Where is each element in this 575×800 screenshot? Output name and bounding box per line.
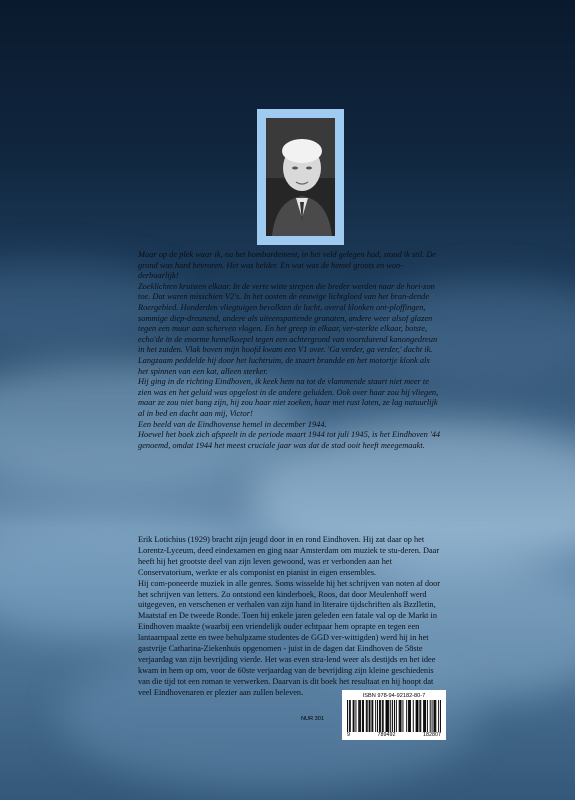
barcode-bar [433, 700, 434, 732]
barcode-bar [408, 700, 409, 732]
barcode-bar [382, 700, 383, 732]
barcode-bar [401, 700, 402, 732]
nur-code: NUR 301 [301, 716, 325, 722]
author-photo-frame [257, 109, 344, 245]
barcode-bar [418, 700, 419, 732]
barcode-bar [366, 700, 367, 732]
barcode-bar [383, 700, 384, 732]
barcode-bar [349, 700, 350, 732]
bio-paragraph: Hij com-poneerde muziek in alle genres. Soms wisselde hij het schrijven van noten af door het schrijven van letters. Zo ontstond een kinderboek, Roos, dat door Meulenhoff werd uitgegeven, en verschenen er verhalen van zijn hand in literaire tijdschriften als Bzzlletin, Maatstaf en De tweede Ronde. Toen hij enkele jaren geleden een fatale val op de Markt in Eindhoven maakte (waarbij een vriendelijk ouder echtpaar hem oprapte en tegen een lantaarnpaal zette en twee behulpzame studentes de GGD ver-wittigden) werd hij in het gastvrije Catharina-Ziekenhuis opgenomen - juist in de dagen dat Eindhoven de 58ste verjaardag van zijn bevrijding vierde. Het was even stra-lend weer als destijds en het idee kwam in hem op om, voor de 60ste verjaardag van de bevrijding zijn kleine geschiedenis van die tijd tot een roman te verwerken. Daarvan is dit boek het resultaat en hij hoopt dat veel Eindhovenaren er plezier aan zullen beleven. [138, 578, 441, 697]
barcode-bar [425, 700, 426, 732]
barcode-bar [386, 700, 387, 732]
barcode-bar [386, 700, 387, 732]
barcode-bar [380, 700, 381, 732]
barcode-bar [350, 700, 351, 732]
barcode-bar [413, 700, 414, 732]
barcode-bar [377, 700, 378, 732]
barcode-bar [409, 700, 410, 732]
barcode-bar [390, 700, 391, 732]
barcode-bar [410, 700, 411, 732]
barcode-bar [387, 700, 388, 732]
barcode-left-digits: 789492 [377, 732, 396, 738]
author-photo [266, 118, 335, 236]
quote-paragraph: Een beeld van de Eindhovense hemel in december 1944. [138, 419, 327, 429]
barcode-bars [347, 700, 441, 732]
barcode-bar [379, 700, 380, 732]
barcode-bar [370, 700, 371, 732]
barcode-bar [392, 700, 393, 732]
barcode-bar [353, 700, 354, 732]
barcode-first-digit: 9 [347, 732, 350, 738]
barcode-bar [424, 700, 425, 732]
barcode-bar [372, 700, 373, 732]
barcode-bar [399, 700, 400, 732]
barcode-bar [430, 700, 431, 732]
quote-paragraph: Hoewel het boek zich afspeelt in de periode maart 1944 tot juli 1945, is het Eindhoven '44 genoemd, omdat 1944 het meest cruciale jaar was dat de stad ooit heeft meegemaakt. [138, 430, 441, 450]
barcode-bar [427, 700, 428, 732]
barcode-bar [371, 700, 372, 732]
barcode-bar [438, 700, 439, 732]
excerpt-quote [138, 250, 442, 451]
barcode-bar [396, 700, 397, 732]
barcode-bar [355, 700, 356, 732]
bio-paragraph: Erik Lotichius (1929) bracht zijn jeugd door in en rond Eindhoven. Hij zat daar op het Lorentz-Lyceum, deed eindexamen en ging naar Amsterdam om muziek te stu-deren. Daar heeft hij het grootste deel van zijn leven gewoond, was er verbonden aan het Conservatorium, werkte er als componist en pianist in eigen ensembles. [138, 535, 440, 577]
barcode-bar [434, 700, 435, 732]
barcode-bar [358, 700, 359, 732]
barcode-bar [440, 700, 441, 732]
quote-paragraph: Maar op de plek waar ik, na het bombardement, in het veld gelegen had, stond ik stil. De grond was hard bevroren. Het was helder. En wat was de hemel groots en won-derbaarlijk! [138, 250, 437, 281]
barcode-bar [435, 700, 436, 732]
barcode-bar [432, 700, 433, 732]
barcode-bar [367, 700, 368, 732]
barcode-bar [369, 700, 370, 732]
barcode-bar [416, 700, 417, 732]
author-portrait-image [266, 118, 335, 236]
barcode-bar [423, 700, 424, 732]
barcode-bar [354, 700, 355, 732]
barcode-bar [406, 700, 407, 732]
author-biography [138, 535, 442, 699]
isbn-barcode [342, 690, 446, 740]
barcode-bar [402, 700, 403, 732]
barcode-bar [363, 700, 364, 732]
quote-paragraph: Hij ging in de richting Eindhoven, ik keek hem na tot de vlammende staart niet meer te zien was en het geluid was opgelost in de andere geluiden. Ook over haar zou hij vliegen, maar ze zou niet bang zijn, hij zou haar niet zoeken, haar met rust laten, ze lag natuurlijk al in bed en dacht aan mij, Victor! [138, 377, 439, 418]
barcode-bar [347, 700, 348, 732]
barcode-digits [347, 732, 441, 738]
barcode-bar [419, 700, 420, 732]
barcode-bar [362, 700, 363, 732]
barcode-bar [388, 700, 389, 732]
barcode-bar [394, 700, 395, 732]
isbn-label: ISBN 978-94-92182-80-7 [362, 693, 426, 699]
barcode-bar [420, 700, 421, 732]
quote-paragraph: Zoeklichten kruisten elkaar. In de verte witte strepen die breder werden naar de hori-zon toe. Dat waren misschien V2's. In het oosten de eeuwige lichtgloed van het bran-dende Roergebied. Honderden vliegtuigen bevolkten de lucht, overal klonken ont-ploffingen, sommige diep-dreunend, andere als uiteenspattende granaten, andere weer alsof glazen tegen een muur aan scherven vlogen. En het greep in elkaar, ver-sterkte elkaar, botste, echo'de in de enorme hemelkoepel tegen een achtergrond van voortdurend kanongedreun in het zuiden. Vlak boven mijn hoofd kwam een V1 over. 'Ga verder, ga verder,' dacht ik. Langzaam peddelde hij door het luchtruim, de staart brandde en het motortje klonk als het spinnen van een kat, alleen sterker. [138, 281, 438, 376]
barcode-bar [417, 700, 418, 732]
barcode-bar [359, 700, 360, 732]
barcode-right-digits: 182807 [423, 732, 441, 738]
barcode-bar [375, 700, 376, 732]
barcode-bar [360, 700, 361, 732]
barcode-bar [400, 700, 401, 732]
